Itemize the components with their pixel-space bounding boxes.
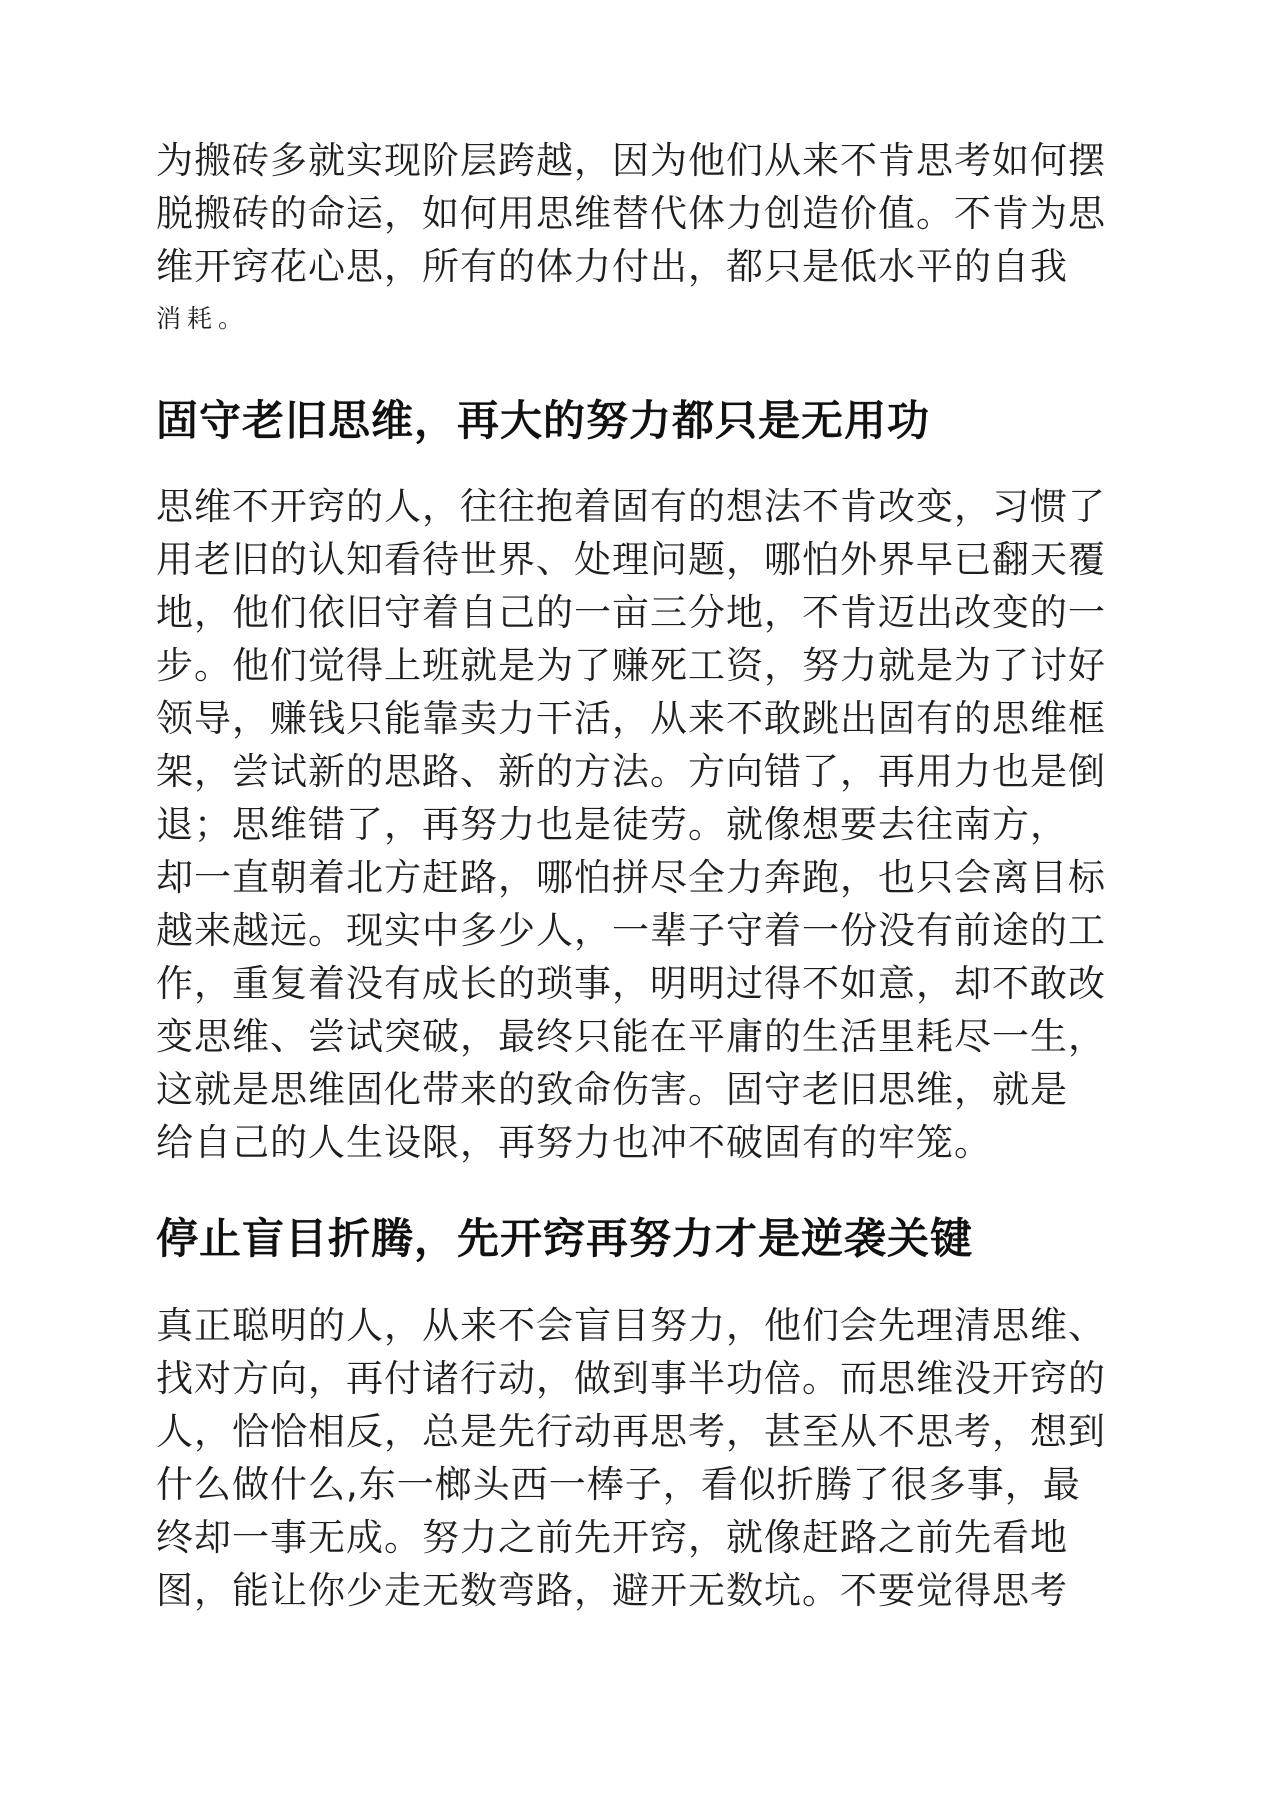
paragraph-line: 领导，赚钱只能靠卖力干活，从来不敢跳出固有的思维框 [156, 697, 1106, 740]
paragraph-line: 给自己的人生设限，再努力也冲不破固有的牢笼。 [156, 1121, 992, 1164]
paragraph-line: 为搬砖多就实现阶层跨越，因为他们从来不肯思考如何摆 [156, 139, 1106, 182]
paragraph-line: 用老旧的认知看待世界、处理问题，哪怕外界早已翻天覆 [156, 538, 1106, 581]
paragraph-line: 真正聪明的人，从来不会盲目努力，他们会先理清思维、 [156, 1304, 1106, 1347]
section-heading: 停止盲目折腾，先开窍再努力才是逆袭关键 [156, 1214, 974, 1263]
paragraph-line: 维开窍花心思，所有的体力付出，都只是低水平的自我 [156, 245, 1068, 288]
paragraph-line: 地，他们依旧守着自己的一亩三分地，不肯迈出改变的一 [156, 591, 1106, 634]
paragraph-line: 什么做什么,东一榔头西一棒子，看似折腾了很多事，最 [156, 1463, 1081, 1506]
paragraph-line: 思维不开窍的人，往往抱着固有的想法不肯改变，习惯了 [156, 485, 1106, 528]
section-heading: 固守老旧思维，再大的努力都只是无用功 [156, 396, 931, 445]
paragraph-line: 脱搬砖的命运，如何用思维替代体力创造价值。不肯为思 [156, 192, 1106, 235]
paragraph-line: 终却一事无成。努力之前先开窍，就像赶路之前先看地 [156, 1516, 1068, 1559]
paragraph-line: 步。他们觉得上班就是为了赚死工资，努力就是为了讨好 [156, 644, 1106, 687]
paragraph-line: 消耗。 [156, 304, 250, 333]
paragraph-line: 人，恰恰相反，总是先行动再思考，甚至从不思考，想到 [156, 1410, 1106, 1453]
paragraph-line: 图，能让你少走无数弯路，避开无数坑。不要觉得思考 [156, 1569, 1068, 1612]
paragraph-line: 找对方向，再付诸行动，做到事半功倍。而思维没开窍的 [156, 1357, 1106, 1400]
paragraph-line: 退；思维错了，再努力也是徒劳。就像想要去往南方， [156, 803, 1068, 846]
paragraph-line: 架，尝试新的思路、新的方法。方向错了，再用力也是倒 [156, 750, 1106, 793]
paragraph-line: 却一直朝着北方赶路，哪怕拼尽全力奔跑，也只会离目标 [156, 856, 1106, 899]
paragraph-line: 作，重复着没有成长的琐事，明明过得不如意，却不敢改 [156, 962, 1106, 1005]
paragraph-line: 越来越远。现实中多少人，一辈子守着一份没有前途的工 [156, 909, 1106, 952]
paragraph-line: 变思维、尝试突破，最终只能在平庸的生活里耗尽一生， [156, 1015, 1106, 1058]
paragraph-line: 这就是思维固化带来的致命伤害。固守老旧思维，就是 [156, 1068, 1068, 1111]
